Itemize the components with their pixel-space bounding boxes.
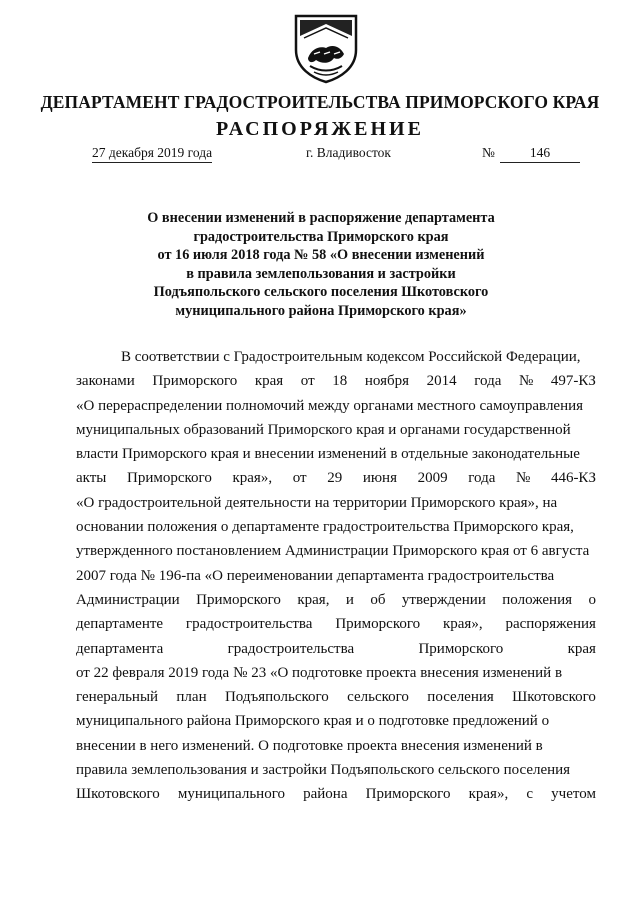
body-text: края [254, 373, 284, 390]
body-text: июня [362, 470, 397, 487]
body-line [76, 612, 596, 636]
body-text: 29 [327, 470, 343, 487]
body-line [76, 588, 596, 612]
body-text: от 22 февраля 2019 года [76, 664, 230, 681]
body-text: 497-КЗ [550, 373, 596, 390]
body-text: № [516, 470, 531, 487]
body-text: муниципальных образований Приморского края и органами государственной [76, 421, 571, 438]
body-line [76, 418, 596, 442]
body-text: законами [76, 373, 135, 390]
body-line [76, 442, 596, 466]
body-text: от [292, 470, 307, 487]
title-line: градостроительства Приморского края [193, 228, 449, 245]
body-text: Подъяпольского [224, 689, 329, 706]
body-text: Администрации [76, 591, 180, 608]
body-text: распоряжения [505, 616, 596, 633]
body-text: поселения [427, 689, 494, 706]
body-line [76, 369, 596, 393]
body-text: план [176, 689, 207, 706]
body-line [76, 345, 596, 369]
document-city: г. Владивосток [306, 145, 391, 160]
number-label: № [482, 145, 495, 160]
title-line: в правила землепользования и застройки [186, 265, 456, 282]
body-text: внесении в него изменений. О подготовке проекта внесения изменений в [76, 737, 543, 754]
body-text: Шкотовского [512, 689, 596, 706]
body-text: Приморского [418, 640, 504, 657]
body-text: 446-КЗ [550, 470, 596, 487]
body-text: Приморского [127, 470, 212, 487]
body-text: края, [297, 591, 330, 608]
body-line [76, 539, 596, 563]
body-line [76, 466, 596, 490]
body-text: края», [232, 470, 273, 487]
body-text: утверждении [401, 591, 486, 608]
title-line: от 16 июля 2018 года № 58 «О внесении изменений [157, 247, 485, 264]
document-number: 146 [500, 145, 580, 163]
body-text: края [567, 640, 596, 657]
body-text: и [345, 591, 354, 608]
document-body [76, 345, 596, 807]
document-date: 27 декабря 2019 года [92, 145, 212, 163]
body-text: муниципального [177, 786, 285, 803]
body-text: муниципального района Приморского края и о подготовке предложений о [76, 713, 550, 730]
body-text: Приморского [196, 591, 281, 608]
title-line: О внесении изменений в распоряжение департамента [147, 210, 495, 226]
coat-of-arms-icon [294, 14, 358, 84]
body-line [76, 685, 596, 709]
body-text: 2014 [426, 373, 457, 390]
body-text: правила землепользования и застройки Подъяпольского сельского поселения [76, 762, 571, 779]
body-text: 2007 года № 196-па «О переименовании департамента градостроительства [76, 567, 555, 584]
body-text: о [588, 591, 596, 608]
body-line [76, 661, 596, 685]
body-line [76, 782, 596, 806]
title-line: муниципального района Приморского края» [175, 302, 467, 319]
body-text: № [518, 373, 534, 390]
body-text: края», [468, 786, 509, 803]
body-text: градостроительства [227, 640, 355, 657]
body-text: власти Приморского края и внесении изменений в отдельные законодательные [76, 446, 580, 463]
body-text: департаменте [76, 616, 164, 633]
title-line: Подъяпольского сельского поселения Шкотовского [153, 284, 489, 301]
body-text: учетом [551, 786, 596, 803]
body-text: градостроительства [185, 616, 313, 633]
body-line [76, 734, 596, 758]
document-title [90, 209, 552, 321]
body-text: положения [502, 591, 573, 608]
body-text: утвержденного постановлением Администрации Приморского края от 6 августа [76, 543, 590, 560]
body-line [76, 709, 596, 733]
body-text: года [474, 373, 502, 390]
body-text: «О градостроительной деятельности на территории Приморского края», на [76, 494, 558, 511]
body-text: генеральный [76, 689, 159, 706]
body-line [76, 491, 596, 515]
body-text: об [370, 591, 386, 608]
body-text: Приморского [365, 786, 451, 803]
body-text: основании положения о департаменте градостроительства Приморского края, [76, 519, 574, 536]
body-text: года [468, 470, 496, 487]
body-text: с [526, 786, 534, 803]
department-name: ДЕПАРТАМЕНТ ГРАДОСТРОИТЕЛЬСТВА ПРИМОРСКОГО КРАЯ [40, 92, 600, 112]
body-line [76, 394, 596, 418]
body-line [76, 515, 596, 539]
body-line [76, 637, 596, 661]
body-text: В соответствии с Градостроительным кодексом Российской Федерации, [121, 349, 581, 365]
body-text: Приморского [335, 616, 421, 633]
body-text: «О перераспределении полномочий между органами местного самоуправления [76, 397, 584, 414]
body-text: района [303, 786, 348, 803]
document-type: РАСПОРЯЖЕНИЕ [216, 118, 424, 140]
body-text: Приморского [152, 373, 238, 390]
body-text: № 23 «О подготовке проекта внесения изменений в [233, 664, 563, 681]
body-line [76, 758, 596, 782]
body-text: 18 [332, 373, 348, 390]
body-text: акты [76, 470, 107, 487]
body-text: 2009 [417, 470, 448, 487]
body-text: сельского [347, 689, 409, 706]
body-text: Шкотовского [76, 786, 160, 803]
body-line [76, 564, 596, 588]
body-text: края», [442, 616, 483, 633]
body-text: ноября [364, 373, 410, 390]
body-text: от [300, 373, 315, 390]
body-text: департамента [76, 640, 164, 657]
